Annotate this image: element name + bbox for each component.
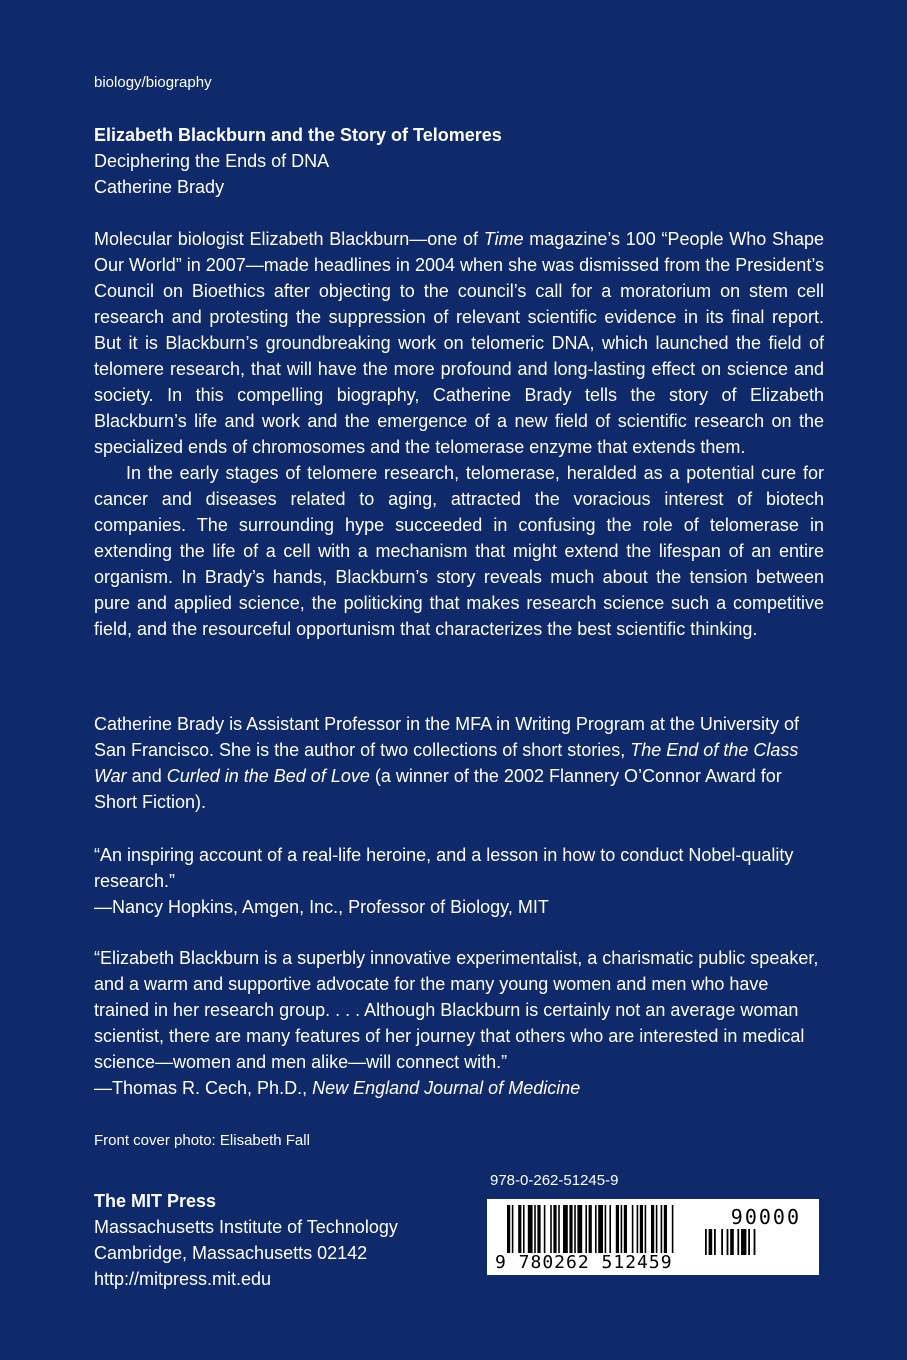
description-paragraph-1: Molecular biologist Elizabeth Blackburn—one of Time magazine’s 100 “People Who Shape Our World” in 2007—made headlines in 2004 when she was dismissed from the President’s Council on Bioethics after objecting to the council’s call for a moratorium on stem cell research and protesting the suppression of relevant scientific evidence in its final report. But it is Blackburn’s groundbreaking work on telomeric DNA, which launched the field of telomere research, that will have the more profound and long-lasting effect on science and society. In this compelling biography, Catherine Brady tells the story of Elizabeth Blackburn’s life and work and the emergence of a new field of scientific research on the specialized ends of chromosomes and the telomerase enzyme that extends them. [94, 229, 824, 457]
book-subtitle: Deciphering the Ends of DNA [94, 151, 330, 171]
barcode-bar [595, 1205, 597, 1253]
barcode-addon-bar [721, 1229, 723, 1255]
barcode-bar [624, 1205, 627, 1253]
isbn-text: 978-0-262-51245-9 [490, 1172, 619, 1189]
publisher-name: The MIT Press [94, 1191, 217, 1211]
book-title: Elizabeth Blackburn and the Story of Telomeres [94, 125, 502, 145]
title-block [94, 122, 502, 200]
barcode-bar [672, 1205, 674, 1253]
blurb-text: “An inspiring account of a real-life heroine, and a lesson in how to conduct Nobel-quality research.” [94, 845, 794, 891]
barcode-bar [558, 1205, 560, 1253]
barcode-bar [507, 1205, 510, 1253]
barcode-bar [605, 1205, 607, 1253]
barcode-bar [621, 1205, 623, 1253]
barcode-addon-bar [709, 1229, 713, 1255]
barcode-bar [589, 1205, 592, 1253]
barcode-bar [664, 1205, 667, 1253]
barcode-addon-bar [705, 1229, 707, 1255]
barcode-addon-bar [727, 1229, 729, 1255]
book-author: Catherine Brady [94, 177, 225, 197]
barcode-bar [609, 1205, 611, 1253]
barcode-bar [640, 1205, 643, 1253]
barcode-bar [518, 1205, 521, 1253]
barcode-bar [553, 1205, 556, 1253]
blurb-text: “Elizabeth Blackburn is a superbly innovative experimentalist, a charismatic public speaker, and a warm and supportive advocate for the many young women and men who have trained in her research group. . . . Although Blackburn is certainly not an average woman scientist, there are many features of her journey that others who are interested in medical science—women and men alike—will connect with.” [94, 948, 819, 1072]
barcode [487, 1199, 819, 1275]
barcode-bar [569, 1205, 572, 1253]
barcode-addon-bar [748, 1229, 750, 1255]
publisher-block [94, 1188, 398, 1292]
description [94, 226, 824, 642]
publisher-url: http://mitpress.mit.edu [94, 1269, 272, 1289]
blurb-hopkins [94, 842, 824, 920]
barcode-bar [550, 1205, 552, 1253]
barcode-bar [616, 1205, 619, 1253]
barcode-bar [563, 1205, 568, 1253]
publisher-address-line-1: Massachusetts Institute of Technology [94, 1217, 398, 1237]
barcode-bar [598, 1205, 603, 1253]
barcode-bar [534, 1205, 536, 1253]
barcode-bar [544, 1205, 546, 1253]
author-bio: Catherine Brady is Assistant Professor in the MFA in Writing Program at the University of San Francisco. She is the author of two collections of short stories, The End of the Class War and Curled in the Bed of Love (a winner of the 2002 Flannery O’Connor Award for Short Fiction). [94, 714, 799, 812]
cover-photo-credit: Front cover photo: Elisabeth Fall [94, 1132, 310, 1149]
blurb-cech [94, 945, 824, 1101]
category-label: biology/biography [94, 74, 212, 91]
barcode-bar [577, 1205, 582, 1253]
blurb-attribution: —Thomas R. Cech, Ph.D., New England Journal of Medicine [94, 1078, 581, 1098]
barcode-addon-bar [730, 1229, 734, 1255]
barcode-bar [585, 1205, 587, 1253]
barcode-bar [632, 1205, 634, 1253]
blurb-attribution: —Nancy Hopkins, Amgen, Inc., Professor of Biology, MIT [94, 897, 549, 917]
barcode-addon-bar [714, 1229, 716, 1255]
barcode-bar [661, 1205, 663, 1253]
barcode-addon-bar [737, 1229, 739, 1255]
barcode-addon-bar [754, 1229, 756, 1255]
barcode-bar [528, 1205, 533, 1253]
barcode-addon-digits: 90000 [730, 1205, 801, 1229]
publisher-address-line-2: Cambridge, Massachusetts 02142 [94, 1243, 368, 1263]
barcode-bar [512, 1205, 514, 1253]
barcode-bar [645, 1205, 647, 1253]
barcode-bar [656, 1205, 658, 1253]
barcode-addon-bar [741, 1229, 746, 1255]
barcode-digits: 9 780262 512459 [495, 1252, 673, 1273]
barcode-bar [651, 1205, 654, 1253]
barcode-bar [574, 1205, 576, 1253]
barcode-bar [523, 1205, 525, 1253]
barcode-bar [637, 1205, 639, 1253]
barcode-bar [537, 1205, 540, 1253]
description-paragraph-2: In the early stages of telomere research, telomerase, heralded as a potential cure for cancer and diseases related to aging, attracted the voracious interest of biotech companies. The surrounding hype succeeded in confusing the role of telomerase in extending the life of a cell with a mechanism that might extend the lifespan of an entire organism. In Brady’s hands, Blackburn’s story reveals much about the tension between pure and applied science, the politicking that makes research science such a competitive field, and the resourceful opportunism that characterizes the best scientific thinking. [94, 463, 824, 639]
